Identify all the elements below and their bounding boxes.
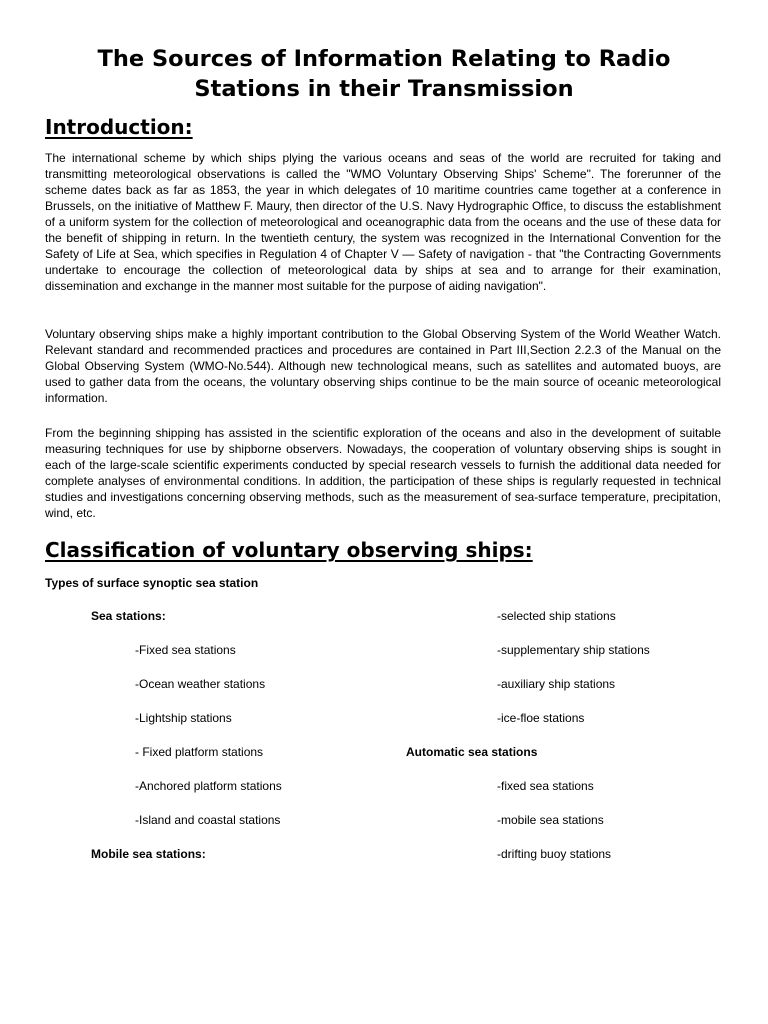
list-item: -ice-floe stations bbox=[497, 711, 585, 725]
list-item: -supplementary ship stations bbox=[497, 643, 650, 657]
intro-paragraph-2: Voluntary observing ships make a highly important contribution to the Global Observing System of the World Weather Watch. Relevant standard and recommended practices and procedures are contained in Part III,Section 2.2.3 of the Manual on the Global Observing System (WMO-No.544). Although new technological means, such as satellites and automated buoys, are used to gather data from the oceans, the voluntary observing ships continue to be the main source of oceanic meteorological information. bbox=[45, 327, 721, 405]
classification-heading: Classification of voluntary observing ships: bbox=[45, 538, 533, 562]
introduction-heading: Introduction: bbox=[45, 115, 193, 139]
mobile-sea-stations-label: Mobile sea stations: bbox=[91, 847, 206, 861]
list-item: -Fixed sea stations bbox=[135, 643, 236, 657]
intro-paragraph-1: The international scheme by which ships plying the various oceans and seas of the world are recruited for taking and transmitting meteorological observations is called the "WMO Voluntary Observing Ships' Scheme". The forerunner of the scheme dates back as far as 1853, the year in which delegates of 10 maritime countries came together at a conference in Brussels, on the initiative of Matthew F. Maury, then director of the U.S. Navy Hydrographic Office, to discuss the establishment of a uniform system for the collection of meteorological and oceanographic data from the oceans and the use of these data for the benefit of shipping in return. In the twentieth century, the system was recognized in the International Convention for the Safety of Life at Sea, which specifies in Regulation 4 of Chapter V — Safety of navigation - that "the Contracting Governments undertake to encourage the collection of meteorological data by ships at sea and to arrange for their examination, dissemination and exchange in the manner most suitable for the purpose of aiding navigation". bbox=[45, 151, 721, 293]
page-title: The Sources of Information Relating to Radio Stations in their Transmission bbox=[97, 46, 671, 102]
intro-paragraph-3: From the beginning shipping has assisted in the scientific exploration of the oceans and also in the development of suitable measuring techniques for use by shipborne observers. Nowadays, the cooperation of voluntary observing ships is sought in each of the large-scale scientific experiments conducted by special research vessels to furnish the additional data needed for complete analyses of environmental conditions. In addition, the participation of these ships is regularly requested in technical studies and investigations concerning observing methods, such as the measurement of sea-surface temperature, precipitation, wind, etc. bbox=[45, 426, 721, 520]
list-item: -drifting buoy stations bbox=[497, 847, 612, 861]
automatic-sea-stations-label: Automatic sea stations bbox=[406, 745, 538, 759]
list-item: -Island and coastal stations bbox=[135, 813, 281, 827]
list-item: -Ocean weather stations bbox=[135, 677, 266, 691]
sea-stations-label: Sea stations: bbox=[91, 609, 166, 623]
list-item: - Fixed platform stations bbox=[135, 745, 264, 759]
list-item: -Anchored platform stations bbox=[135, 779, 282, 793]
list-item: -fixed sea stations bbox=[497, 779, 594, 793]
list-item: -Lightship stations bbox=[135, 711, 232, 725]
station-types-subheading: Types of surface synoptic sea station bbox=[45, 576, 259, 590]
list-item: -mobile sea stations bbox=[497, 813, 604, 827]
list-item: -selected ship stations bbox=[497, 609, 616, 623]
list-item: -auxiliary ship stations bbox=[497, 677, 616, 691]
